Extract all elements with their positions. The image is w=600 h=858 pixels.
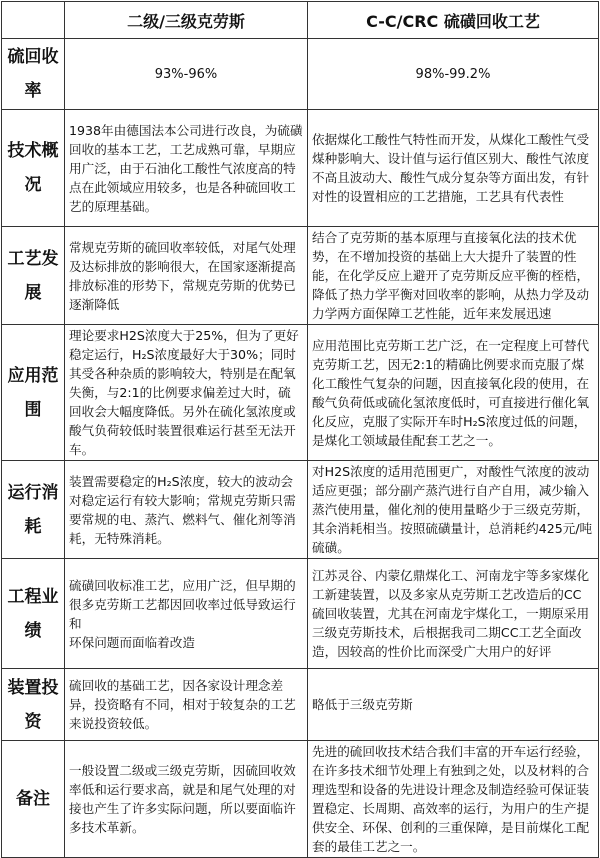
cell-claus: 理论要求H2S浓度大于25%，但为了更好稳定运行，H₂S浓度最好大于30%；同时其受各种杂质的影响较大，特别是在配氧失衡，与2:1的比例要求偏差过大时，硫回收会大幅度降低。另外在硫化氢浓度或酸气负荷较低时装置很难运行甚至无法开车。 xyxy=(65,325,308,461)
cell-cc-crc: 先进的硫回收技术结合我们丰富的开车运行经验，在许多技术细节处理上有独到之处，以及材料的合理选型和设备的先进设计理念及制造经验可保证装置稳定、长周期、高效率的运行，为用户的生产提供安全、环保、创利的三重保障，是目前煤化工配套的最佳工艺之一。 xyxy=(308,741,599,858)
cell-cc-crc: 结合了克劳斯的基本原理与直接氧化法的技术优势，在不增加投资的基础上大大提升了装置的性能，在化学反应上避开了克劳斯反应平衡的桎梏，降低了热力学平衡对回收率的影响，从热力学及动力学两方面保障工艺性能，近年来发展迅速 xyxy=(308,227,599,325)
cell-cc-crc: 略低于三级克劳斯 xyxy=(308,669,599,741)
table-row xyxy=(2,325,599,461)
cell-cc-crc: 对H2S浓度的适用范围更广，对酸性气浓度的波动适应更强；部分副产蒸汽进行自产自用，减少输入蒸汽使用量，催化剂的使用量略少于三级克劳斯，其余消耗相当。按照硫磺量计，总消耗约425元/吨硫磺。 xyxy=(308,461,599,559)
comparison-table xyxy=(1,1,599,858)
row-label: 装置投资 xyxy=(2,669,65,741)
cell-claus: 硫磺回收标准工艺，应用广泛，但早期的很多克劳斯工艺都因回收率过低导致运行和 环保问题而面临着改造 xyxy=(65,559,308,669)
row-label: 应用范围 xyxy=(2,325,65,461)
table-row xyxy=(2,227,599,325)
header-row xyxy=(2,2,599,39)
corner-cell xyxy=(2,2,65,39)
table-row xyxy=(2,669,599,741)
row-label: 技术概况 xyxy=(2,110,65,227)
table-row xyxy=(2,110,599,227)
table-row xyxy=(2,559,599,669)
table-row xyxy=(2,461,599,559)
col-header-claus: 二级/三级克劳斯 xyxy=(65,2,308,39)
cell-cc-crc: 依据煤化工酸性气特性而开发，从煤化工酸性气受煤种影响大、设计值与运行值区别大、酸性气浓度不高且波动大、酸性气成分复杂等方面出发，有针对性的设置相应的工艺措施，工艺具有代表性 xyxy=(308,110,599,227)
col-header-cc-crc: C-C/CRC 硫磺回收工艺 xyxy=(308,2,599,39)
cell-cc-crc: 应用范围比克劳斯工艺广泛，在一定程度上可替代克劳斯工艺，因无2:1的精确比例要求而克服了煤化工酸性气复杂的问题，因直接氧化段的使用，在酸气负荷低或硫化氢浓度低时，可直接进行催化氧化反应，克服了实际开车时H₂S浓度过低的问题，是煤化工领域最佳配套工艺之一。 xyxy=(308,325,599,461)
row-label: 硫回收率 xyxy=(2,39,65,110)
table-row xyxy=(2,741,599,858)
row-label: 工艺发展 xyxy=(2,227,65,325)
row-label: 备注 xyxy=(2,741,65,858)
cell-cc-crc: 江苏灵谷、内蒙亿鼎煤化工、河南龙宇等多家煤化工新建装置，以及多家从克劳斯工艺改造后的CC硫回收装置，尤其在河南龙宇煤化工，一期原采用三级克劳斯技术，后根据我司二期CC工艺全面改造，因较高的性价比而深受广大用户的好评 xyxy=(308,559,599,669)
row-label: 工程业绩 xyxy=(2,559,65,669)
cell-cc-crc: 98%-99.2% xyxy=(308,39,599,110)
cell-claus: 93%-96% xyxy=(65,39,308,110)
table-row xyxy=(2,39,599,110)
cell-claus: 常规克劳斯的硫回收率较低，对尾气处理及达标排放的影响很大，在国家逐渐提高排放标准的形势下，常规克劳斯的优势已逐渐降低 xyxy=(65,227,308,325)
cell-claus: 硫回收的基础工艺，因各家设计理念差异，投资略有不同，相对于较复杂的工艺来说投资较低。 xyxy=(65,669,308,741)
row-label: 运行消耗 xyxy=(2,461,65,559)
cell-claus: 一般设置二级或三级克劳斯，因硫回收效率低和运行要求高，就是和尾气处理的对接也产生了许多实际问题，所以要面临许多技术革新。 xyxy=(65,741,308,858)
cell-claus: 1938年由德国法本公司进行改良，为硫磺回收的基本工艺，工艺成熟可靠，早期应用广泛，由于石油化工酸性气浓度高的特点在此领域应用较多，也是各种硫回收工艺的原理基础。 xyxy=(65,110,308,227)
cell-claus: 装置需要稳定的H₂S浓度，较大的波动会对稳定运行有较大影响；常规克劳斯只需要常规的电、蒸汽、燃料气、催化剂等消耗，无特殊消耗。 xyxy=(65,461,308,559)
